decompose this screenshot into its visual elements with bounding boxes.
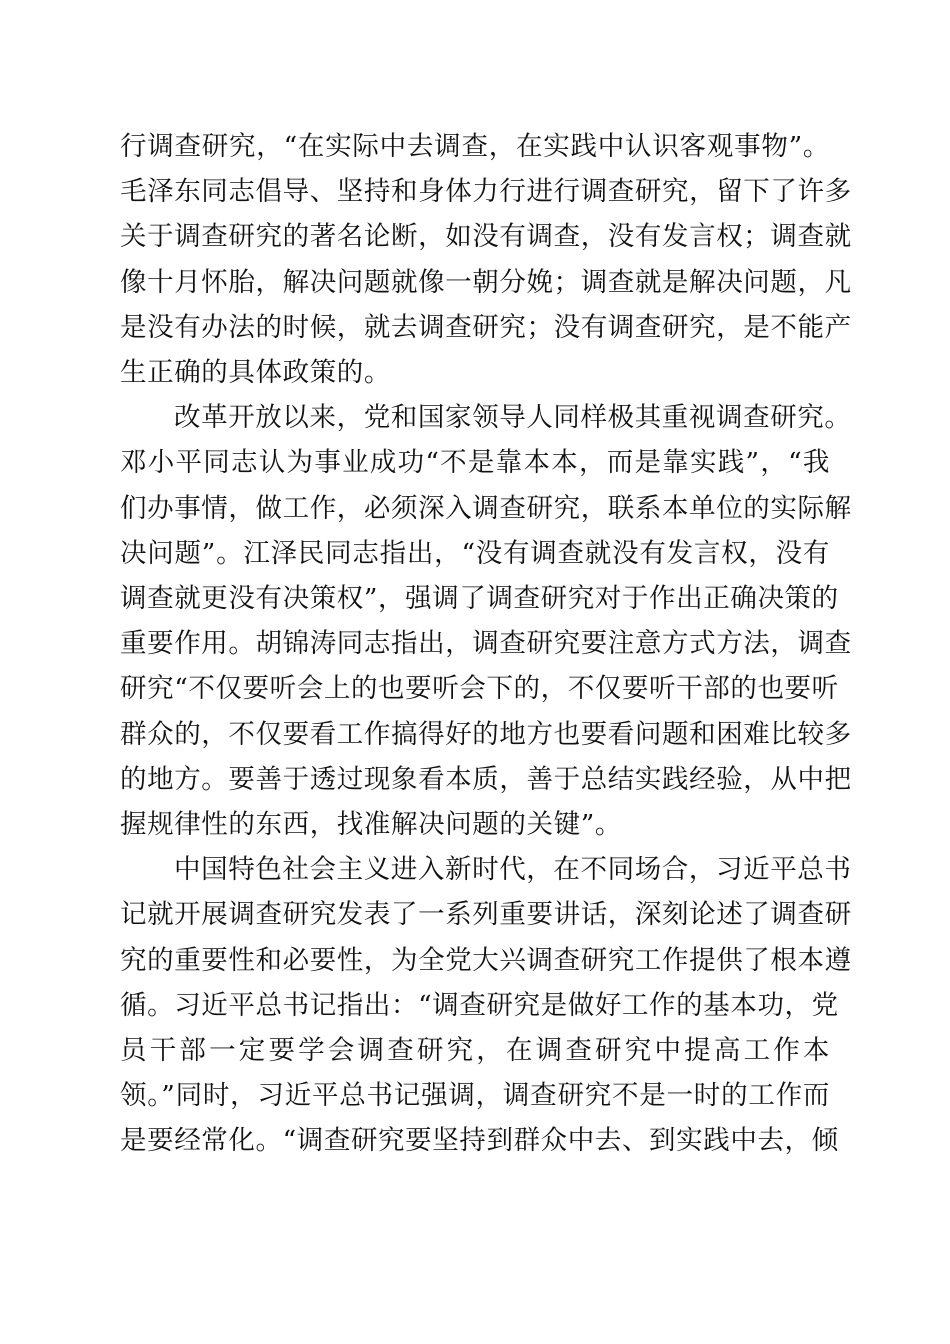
text-line: 群众的，不仅要看工作搞得好的地方也要看问题和困难比较多: [120, 718, 852, 750]
text-line: 的地方。要善于透过现象看本质，善于总结实践经验，从中把: [120, 763, 852, 795]
paragraph-1: [120, 124, 852, 395]
text-line: 调查就更没有决策权”，强调了调查研究对于作出正确决策的: [120, 583, 839, 615]
text-line: 究的重要性和必要性，为全党大兴调查研究工作提供了根本遵: [120, 944, 852, 976]
text-line: 中国特色社会主义进入新时代，在不同场合，习近平总书: [174, 854, 852, 886]
text-line: 重要作用。胡锦涛同志指出，调查研究要注意方式方法，调查: [120, 628, 852, 660]
text-line: 循。习近平总书记指出：“调查研究是做好工作的基本功，党: [120, 989, 839, 1021]
document-body: [120, 124, 852, 1164]
text-line: 们办事情，做工作，必须深入调查研究，联系本单位的实际解: [120, 492, 852, 524]
text-line: 邓小平同志认为事业成功“不是靠本本，而是靠实践”，“我: [120, 447, 830, 479]
text-line: 是要经常化。“调查研究要坚持到群众中去、到实践中去，倾: [120, 1125, 839, 1157]
text-line: 是没有办法的时候，就去调查研究；没有调查研究，是不能产: [120, 311, 852, 343]
text-line: 关于调查研究的著名论断，如没有调查，没有发言权；调查就: [120, 221, 852, 253]
text-line: 员干部一定要学会调查研究，在调查研究中提高工作本: [120, 1035, 830, 1067]
paragraph-3: [120, 847, 852, 1163]
text-line: 记就开展调查研究发表了一系列重要讲话，深刻论述了调查研: [120, 899, 852, 931]
text-line: 决问题”。江泽民同志指出，“没有调查就没有发言权，没有: [120, 537, 830, 569]
text-line: 领。”同时，习近平总书记强调，调查研究不是一时的工作而: [120, 1080, 830, 1112]
text-line: 研究“不仅要听会上的也要听会下的，不仅要听干部的也要听: [120, 673, 839, 705]
text-line: 像十月怀胎，解决问题就像一朝分娩；调查就是解决问题，凡: [120, 266, 852, 298]
paragraph-2: [120, 395, 852, 847]
text-line: 改革开放以来，党和国家领导人同样极其重视调查研究。: [174, 402, 852, 434]
text-line: 毛泽东同志倡导、坚持和身体力行进行调查研究，留下了许多: [120, 176, 852, 208]
text-line: 行调查研究，“在实际中去调查，在实践中认识客观事物”。: [120, 131, 830, 162]
text-line: 握规律性的东西，找准解决问题的关键”。: [120, 809, 622, 841]
text-line: 生正确的具体政策的。: [120, 357, 391, 389]
